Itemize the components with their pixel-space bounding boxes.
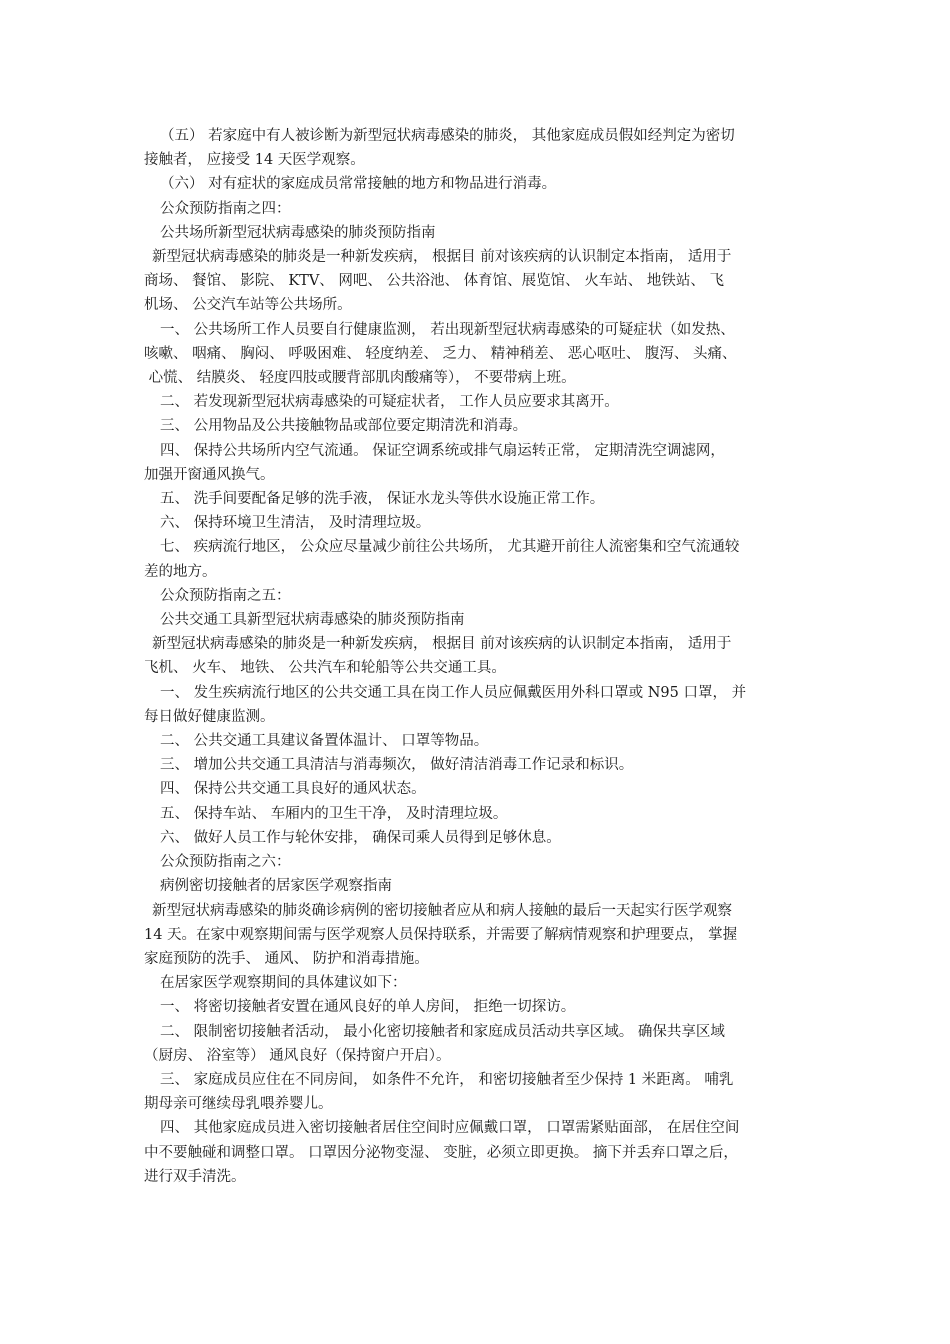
text-line: 七、 疾病流行地区， 公众应尽量减少前往公共场所， 尤其避开前往人流密集和空气流通较 [160, 539, 740, 556]
paragraph [144, 318, 809, 391]
paragraph [144, 826, 809, 850]
paragraph [144, 439, 809, 487]
paragraph [144, 197, 809, 221]
paragraph [144, 632, 809, 680]
text-line: （六） 对有症状的家庭成员常常接触的地方和物品进行消毒。 [160, 176, 557, 193]
paragraph [144, 874, 809, 898]
text-line: 一、 公共场所工作人员要自行健康监测， 若出现新型冠状病毒感染的可疑症状（如发热、 [160, 321, 735, 338]
text-line: 差的地方。 [144, 563, 217, 580]
text-line: 每日做好健康监测。 [144, 708, 275, 725]
text-line: 病例密切接触者的居家医学观察指南 [160, 878, 392, 895]
paragraph [144, 172, 809, 196]
text-line: 在居家医学观察期间的具体建议如下： [160, 975, 407, 992]
text-line: 咳嗽、 咽痛、 胸闷、 呼吸困难、 轻度纳差、 乏力、 精神稍差、 恶心呕吐、 腹泻、 头痛、 [144, 345, 737, 362]
text-line: 商场、 餐馆、 影院、 KTV、 网吧、 公共浴池、 体育馆、展览馆、 火车站、 地铁站、 飞 [144, 273, 724, 290]
paragraph [144, 584, 809, 608]
paragraph [144, 1020, 809, 1068]
paragraph [144, 753, 809, 777]
paragraph [144, 124, 809, 172]
paragraph [144, 221, 809, 245]
text-line: 六、 做好人员工作与轮休安排， 确保司乘人员得到足够休息。 [160, 829, 561, 846]
paragraph [144, 971, 809, 995]
paragraph [144, 777, 809, 801]
text-line: 期母亲可继续母乳喂养婴儿。 [144, 1096, 333, 1113]
text-line: 四、 其他家庭成员进入密切接触者居住空间时应佩戴口罩， 口罩需紧贴面部， 在居住空间 [160, 1120, 740, 1137]
text-line: 四、 保持公共场所内空气流通。 保证空调系统或排气扇运转正常， 定期清洗空调滤网， [160, 442, 725, 459]
paragraph [144, 1068, 809, 1116]
text-line: 飞机、 火车、 地铁、 公共汽车和轮船等公共交通工具。 [144, 660, 506, 677]
text-line: 公共场所新型冠状病毒感染的肺炎预防指南 [160, 224, 436, 241]
paragraph [144, 802, 809, 826]
text-line: 五、 保持车站、 车厢内的卫生干净， 及时清理垃圾。 [160, 805, 508, 822]
text-line: （五） 若家庭中有人被诊断为新型冠状病毒感染的肺炎， 其他家庭成员假如经判定为密切 [160, 128, 735, 144]
text-line: 二、 若发现新型冠状病毒感染的可疑症状者， 工作人员应要求其离开。 [160, 394, 619, 411]
paragraph [144, 608, 809, 632]
paragraph [144, 487, 809, 511]
document-page [144, 124, 809, 1189]
text-line: 六、 保持环境卫生清洁， 及时清理垃圾。 [160, 515, 431, 532]
paragraph [144, 899, 809, 972]
text-line: 四、 保持公共交通工具良好的通风状态。 [160, 781, 426, 798]
paragraph [144, 414, 809, 438]
text-line: （厨房、 浴室等） 通风良好（保持窗户开启）。 [144, 1047, 451, 1064]
text-line: 二、 限制密切接触者活动， 最小化密切接触者和家庭成员活动共享区域。 确保共享区域 [160, 1023, 725, 1040]
text-line: 新型冠状病毒感染的肺炎是一种新发疾病， 根据目 前对该疾病的认识制定本指南， 适用于 [152, 636, 732, 653]
text-line: 公众预防指南之六： [160, 854, 291, 871]
paragraph [144, 535, 809, 583]
text-line: 家庭预防的洗手、 通风、 防护和消毒措施。 [144, 950, 429, 967]
text-line: 三、 家庭成员应住在不同房间， 如条件不允许， 和密切接触者至少保持 1 米距离。 哺乳 [160, 1071, 734, 1088]
paragraph [144, 850, 809, 874]
paragraph [144, 1116, 809, 1189]
text-line: 公众预防指南之五： [160, 587, 291, 604]
text-line: 一、 将密切接触者安置在通风良好的单人房间， 拒绝一切探访。 [160, 999, 576, 1016]
paragraph [144, 390, 809, 414]
text-line: 三、 增加公共交通工具清洁与消毒频次， 做好清洁消毒工作记录和标识。 [160, 757, 634, 774]
text-line: 二、 公共交通工具建议备置体温计、 口罩等物品。 [160, 733, 489, 750]
text-line: 三、 公用物品及公共接触物品或部位要定期清洗和消毒。 [160, 418, 528, 435]
text-line: 心慌、 结膜炎、 轻度四肢或腰背部肌肉酸痛等）， 不要带病上班。 [144, 370, 576, 387]
text-line: 新型冠状病毒感染的肺炎是一种新发疾病， 根据目 前对该疾病的认识制定本指南， 适用于 [152, 249, 732, 266]
text-line: 公众预防指南之四： [160, 200, 291, 217]
paragraph [144, 995, 809, 1019]
paragraph [144, 511, 809, 535]
text-line: 加强开窗通风换气。 [144, 466, 275, 483]
text-line: 接触者， 应接受 14 天医学观察。 [144, 152, 365, 169]
paragraph [144, 681, 809, 729]
paragraph [144, 245, 809, 318]
text-line: 中不要触碰和调整口罩。 口罩因分泌物变湿、 变脏，必须立即更换。 摘下并丢弃口罩之后， [144, 1144, 738, 1161]
text-line: 机场、 公交汽车站等公共场所。 [144, 297, 352, 314]
text-line: 公共交通工具新型冠状病毒感染的肺炎预防指南 [160, 612, 465, 629]
text-line: 五、 洗手间要配备足够的洗手液， 保证水龙头等供水设施正常工作。 [160, 491, 605, 508]
paragraph [144, 729, 809, 753]
text-line: 进行双手清洗。 [144, 1168, 246, 1185]
text-line: 新型冠状病毒感染的肺炎确诊病例的密切接触者应从和病人接触的最后一天起实行医学观察 [152, 902, 732, 919]
text-line: 14 天。在家中观察期间需与医学观察人员保持联系，并需要了解病情观察和护理要点， 掌握 [144, 926, 738, 943]
text-line: 一、 发生疾病流行地区的公共交通工具在岗工作人员应佩戴医用外科口罩或 N95 口罩， 并 [160, 684, 747, 701]
